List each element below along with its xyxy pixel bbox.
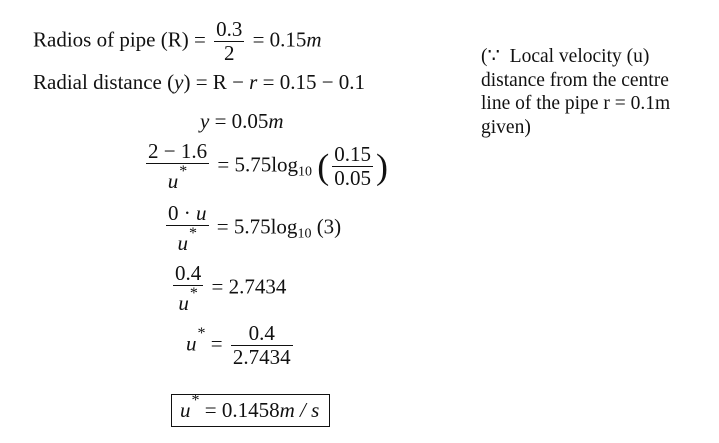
var-u: u (178, 291, 189, 315)
log-simplified-equation (163, 202, 341, 255)
var-u: u (177, 231, 188, 255)
equals-sign: = (216, 214, 229, 239)
fraction-numerator: 2 − 1.6 (148, 139, 208, 163)
y-unit: m (268, 109, 284, 133)
fraction-denominator: 2 (223, 41, 235, 65)
note-line-3: line of the pipe r = 0.1m (481, 93, 671, 114)
y-value: 0.05 (231, 109, 269, 133)
fraction-numerator: 0.4 (175, 261, 202, 285)
equals-sign: = (217, 152, 230, 177)
star-superscript: * (179, 163, 188, 180)
log-argument: (3) (316, 214, 342, 239)
log-function: log (271, 152, 299, 177)
y-value-equation (200, 109, 284, 133)
symbol-r: r (249, 70, 258, 94)
paren-open: ( (317, 146, 330, 187)
equals-sign: = (262, 70, 275, 94)
star-superscript: * (189, 225, 197, 242)
paren-close: ) (376, 146, 389, 187)
var-u: u (196, 201, 207, 225)
radius-value: 0.15 (269, 27, 307, 52)
var-u: u (167, 169, 179, 193)
note-text: Local velocity (u) (509, 46, 650, 67)
paren-open: ( (167, 70, 175, 94)
fraction-denominator (166, 226, 209, 255)
equals-sign: = (214, 109, 227, 133)
radius-label: Radios of pipe (33, 27, 156, 52)
radius-unit: m (306, 27, 322, 52)
fraction-numerator (166, 202, 209, 226)
equals-sign: = (193, 27, 206, 52)
side-note (481, 45, 670, 139)
note-line-2: distance from the centre (481, 69, 669, 91)
note-line-1 (481, 45, 670, 69)
var-u: u (180, 398, 191, 422)
ratio-value: 2.7434 (228, 274, 287, 299)
note-line-4: given) (481, 116, 531, 138)
log-law-equation (143, 140, 388, 193)
equals-sign: = (252, 27, 265, 52)
radius-fraction (214, 18, 244, 65)
var-u: u (186, 331, 197, 356)
symbol-R: R (212, 70, 227, 94)
result-unit: m / s (279, 398, 320, 422)
radial-distance-label: Radial distance (33, 70, 162, 94)
fraction-numerator: 0.4 (231, 322, 293, 346)
friction-velocity-fraction (231, 322, 293, 369)
final-result (171, 393, 330, 422)
velocity-ratio-fraction (166, 202, 209, 255)
fraction-denominator: 0.05 (334, 166, 372, 190)
log-function: log (270, 214, 298, 239)
star-superscript: * (197, 325, 206, 343)
equals-sign: = (195, 70, 208, 94)
radius-equation (33, 18, 322, 65)
friction-velocity-fraction-equation (186, 322, 296, 369)
radial-distance-equation (33, 70, 365, 94)
numerator-coefficient: 0 · (168, 201, 196, 225)
coefficient: 5.75 (234, 152, 272, 177)
star-superscript: * (191, 392, 200, 409)
equals-sign: = (210, 331, 223, 356)
radial-distance-expression: 0.15 − 0.1 (279, 70, 366, 94)
equals-sign: = (211, 274, 224, 299)
result-value: 0.1458 (221, 398, 280, 422)
var-y: y (174, 70, 184, 94)
log-base: 10 (298, 164, 313, 180)
velocity-ratio-fraction (146, 140, 209, 193)
fraction-denominator: 2.7434 (232, 345, 291, 369)
ratio-value-equation (170, 262, 286, 315)
log-base: 10 (297, 226, 312, 242)
fraction-numerator: 0.15 (334, 142, 372, 166)
log-argument-fraction (332, 143, 373, 190)
fraction-denominator (173, 286, 203, 315)
result-box (171, 394, 330, 427)
coefficient: 5.75 (233, 214, 271, 239)
because-symbol: (∵ (481, 46, 500, 67)
ratio-fraction (173, 262, 203, 315)
radius-symbol: (R) (160, 27, 189, 52)
paren-close: ) (183, 70, 191, 94)
fraction-numerator: 0.3 (216, 17, 243, 41)
equals-sign: = (204, 398, 217, 422)
minus-sign: − (232, 70, 244, 94)
fraction-denominator (146, 164, 209, 193)
star-superscript: * (189, 285, 198, 302)
var-y: y (200, 109, 210, 133)
